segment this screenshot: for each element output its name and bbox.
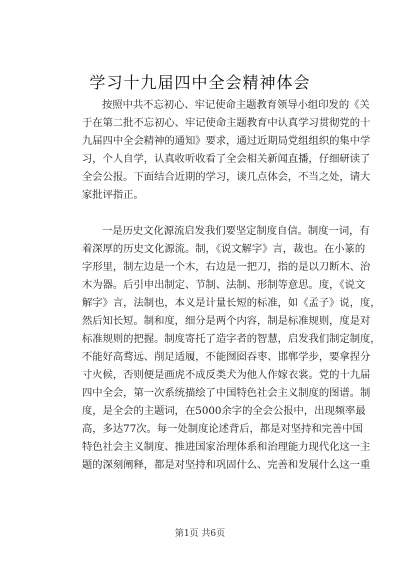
- paragraph-1: [82, 96, 371, 204]
- paragraph-line: 度，是全会的主题词，在5000余字的全会公报中，出现频率最: [82, 405, 366, 417]
- paragraph-2: [82, 222, 381, 474]
- paragraph-line: 习，个人自学，认真收听收看了全会相关新闻直播，仔细研读了: [82, 153, 371, 165]
- paragraph-line: 按照中共不忘初心、牢记使命主题教育领导小组印发的《关: [102, 99, 370, 111]
- document-body: [82, 96, 381, 474]
- paragraph-line: 家批评指正。: [82, 189, 144, 201]
- paragraph-line: 然后知长短。制和度，细分是两个内容，制是标准规则，度是对: [82, 315, 371, 327]
- paragraph-line: 一是历史文化源流启发我们要坚定制度自信。制度一词，有: [102, 225, 370, 237]
- paragraph-line: 特色社会主义制度、推进国家治理体系和治理能力现代化这一主: [82, 441, 371, 453]
- paragraph-line: 不能好高骛远、削足适履，不能囫囵吞枣、邯郸学步，要拿捏分: [82, 351, 371, 363]
- paragraph-line: 题的深刻阐释，都是对坚持和巩固什么、完善和发展什么这一重: [82, 459, 371, 471]
- paragraph-line: 九届四中全会精神的通知》要求，通过近期局党组组织的集中学: [82, 135, 371, 147]
- paragraph-line: 着深厚的历史文化源流。制，《说文解字》言，裁也。在小篆的: [82, 243, 366, 255]
- paragraph-spacer: [82, 204, 328, 222]
- paragraph-line: 于在第二批不忘初心、牢记使命主题教育中认真学习贯彻党的十: [82, 117, 371, 129]
- paragraph-line: 寸火候，否则便是画虎不成反类犬为他人作嫁衣裳。党的十九届: [82, 369, 371, 381]
- paragraph-line: 字形里，制左边是一个木，右边是一把刀，指的是以刀断木、治: [82, 261, 371, 273]
- paragraph-line: 木为器。后引申出制定、节制、法制、形制等意思。度，《说文: [82, 279, 366, 291]
- paragraph-line: 全会公报。下面结合近期的学习，谈几点体会，不当之处，请大: [82, 171, 371, 183]
- page-number-footer: 第1页 共6页: [174, 529, 226, 539]
- document-title: 学习十九届四中全会精神体会: [89, 73, 311, 92]
- paragraph-line: 四中全会，第一次系统描绘了中国特色社会主义制度的图谱。制: [82, 387, 371, 399]
- paragraph-line: 高，多达77次。每一处制度论述背后，都是对坚持和完善中国: [82, 423, 363, 435]
- paragraph-line: 标准规则的把握。制度寄托了造字者的智慧，启发我们制定制度，: [82, 333, 381, 345]
- paragraph-line: 解字》言，法制也，本义是计量长短的标准，如《孟子》说，度，: [82, 297, 381, 309]
